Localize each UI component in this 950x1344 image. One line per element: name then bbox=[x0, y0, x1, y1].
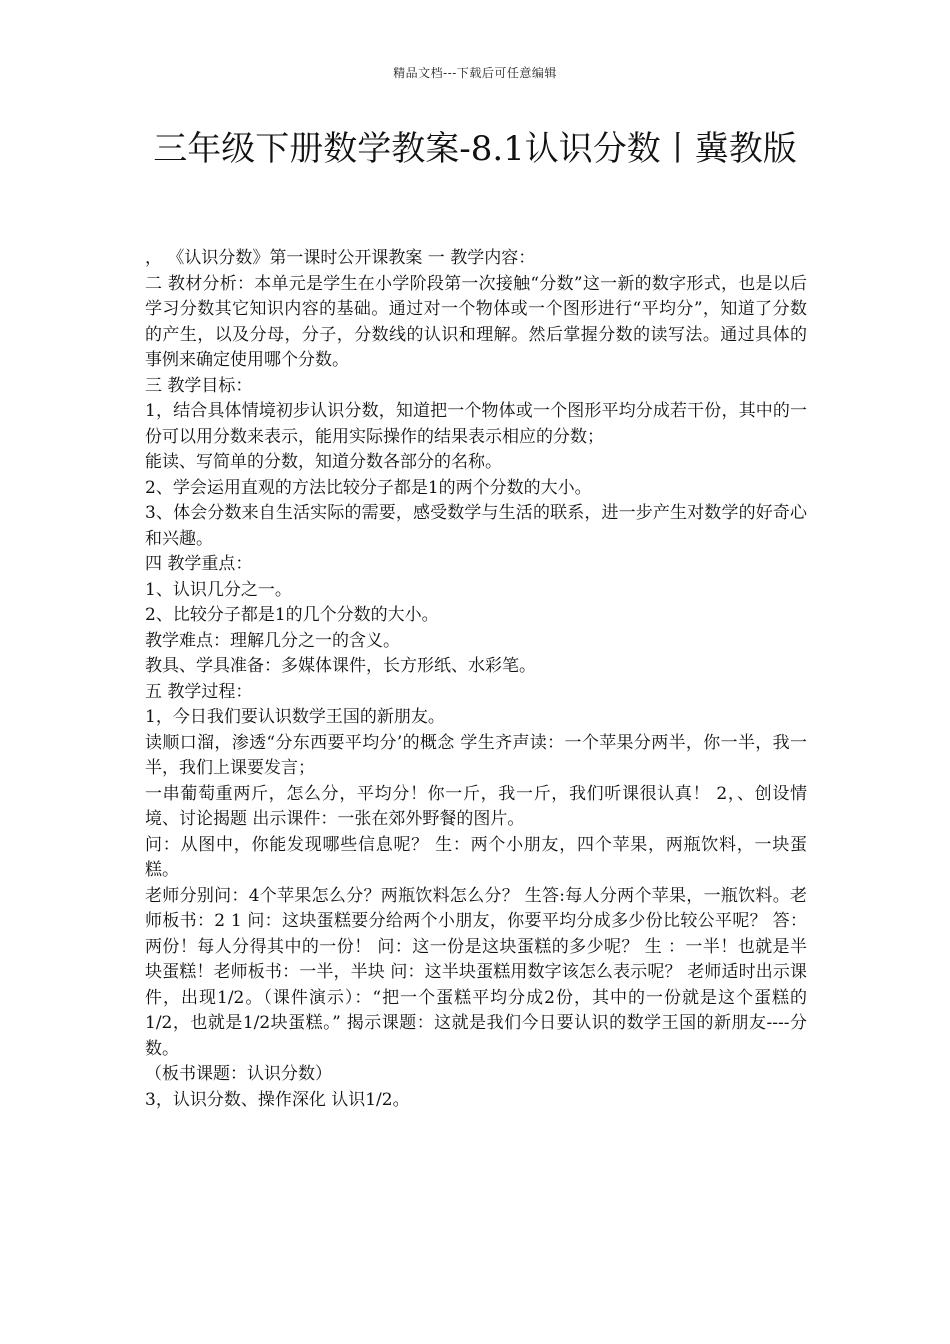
paragraph-goal-2: 2、学会运用直观的方法比较分子都是1的两个分数的大小。 bbox=[145, 477, 592, 498]
paragraph-board-title: （板书课题：认识分数） bbox=[145, 1064, 332, 1084]
paragraph-goal-1: 1，结合具体情境初步认识分数，知道把一个物体或一个图形平均分成若干份，其中的一份可以用分数来表示，能用实际操作的结果表示相应的分数； bbox=[145, 401, 807, 447]
paragraph-material-analysis: 二 教材分析：本单元是学生在小学阶段第一次接触“分数”这一新的数字形式，也是以后学习分数其它知识内容的基础。通过对一个物体或一个图形进行“平均分”，知道了分数的产生，以及分母，分子，分数线的认识和理解。然后掌握分数的读写法。通过具体的事例来确定使用哪个分数。 bbox=[145, 273, 807, 370]
paragraph-dialogue: 老师分别问：4个苹果怎么分？两瓶饮料怎么分？ 生答:每人分两个苹果，一瓶饮料。老师板书：2 1 问：这块蛋糕要分给两个小朋友，你要平均分成多少份比较公平呢？ 答：两份！每人分得其中的一份！ 问：这一份是这块蛋糕的多少呢？ 生 ：一半！也就是半块蛋糕！老师板书：一半，半块 问：这半块蛋糕用数字该怎么表示呢？ 老师适时出示课件，出现1/2。（课件演示）：“把一个蛋糕平均分成2份，其中的一份就是这个蛋糕的1/2，也就是1/2块蛋糕。” 揭示课题：这就是我们今日要认识的数学王国的新朋友----分数。 bbox=[145, 885, 807, 1059]
paragraph-process-3: 3，认识分数、操作深化 认识1/2。 bbox=[145, 1089, 410, 1110]
paragraph-difficulty: 教学难点：理解几分之一的含义。 bbox=[145, 630, 400, 651]
paragraph-key-points-heading: 四 教学重点： bbox=[145, 554, 253, 574]
paragraph-goal-1b: 能读、写简单的分数，知道分数各部分的名称。 bbox=[145, 452, 502, 472]
header-note: 精品文档---下载后可任意编辑 bbox=[393, 66, 557, 80]
paragraph-key-point-2: 2、比较分子都是1的几个分数的大小。 bbox=[145, 605, 439, 625]
paragraph-rhyme: 读顺口溜，渗透“分东西要平均分’的概念 学生齐声读：一个苹果分两半，你一半，我一半，我们上课要发言； bbox=[145, 732, 807, 778]
paragraph-intro: ， 《认识分数》第一课时公开课教案 一 教学内容： bbox=[145, 248, 536, 268]
paragraph-question-info: 问：从图中，你能发现哪些信息呢？ 生：两个小朋友，四个苹果，两瓶饮料，一块蛋糕。 bbox=[145, 834, 807, 880]
paragraph-grapes: 一串葡萄重两斤，怎么分，平均分！你一斤，我一斤，我们听课很认真！ 2，、创设情境、讨论揭题 出示课件：一张在郊外野餐的图片。 bbox=[145, 783, 807, 829]
paragraph-goals-heading: 三 教学目标： bbox=[145, 375, 253, 396]
paragraph-goal-3: 3、体会分数来自生活实际的需要，感受数学与生活的联系，进一步产生对数学的好奇心和兴趣。 bbox=[145, 503, 807, 549]
paragraph-key-point-1: 1、认识几分之一。 bbox=[145, 579, 292, 600]
document-body bbox=[145, 246, 807, 1113]
paragraph-process-1: 1，今日我们要认识数学王国的新朋友。 bbox=[145, 707, 445, 727]
paragraph-materials: 教具、学具准备：多媒体课件，长方形纸、水彩笔。 bbox=[145, 656, 536, 676]
document-title: 三年级下册数学教案-8.1认识分数丨冀教版 bbox=[153, 129, 797, 169]
paragraph-process-heading: 五 教学过程： bbox=[145, 681, 253, 702]
